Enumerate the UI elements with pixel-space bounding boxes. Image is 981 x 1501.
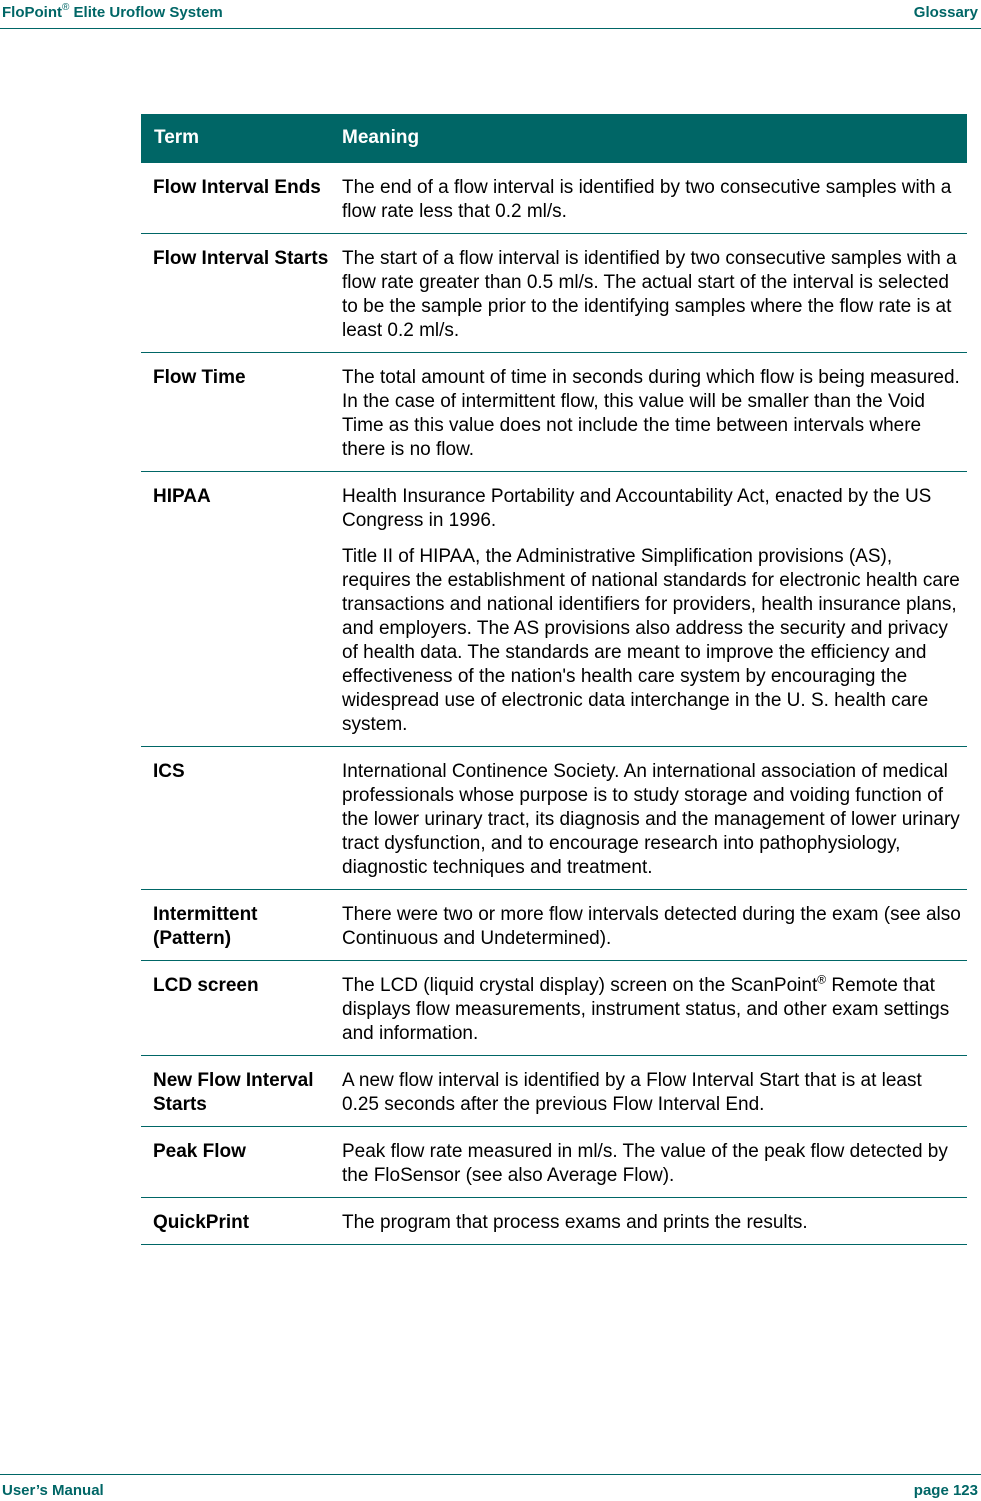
glossary-meaning	[342, 760, 967, 880]
glossary-meaning	[342, 176, 967, 224]
glossary-row	[141, 1056, 967, 1127]
glossary-row	[141, 890, 967, 961]
glossary-term: LCD screen	[153, 975, 259, 996]
meaning-paragraph: The start of a flow interval is identified by two consecutive samples with a flow rate greater than 0.5 ml/s. The actual start of the interval is selected to be the sample prior to the identifying samples where the flow rate is at least 0.2 ml/s.	[342, 248, 957, 341]
meaning-paragraph: Title II of HIPAA, the Administrative Simplification provisions (AS), requires the establishment of national standards for electronic health care transactions and national identifiers for providers, health insurance plans, and employers. The AS provisions also address the security and privacy of health data. The standards are meant to improve the efficiency and effectiveness of the nation's health care system by encouraging the widespread use of electronic data interchange in the U. S. health care system.	[342, 546, 960, 735]
meaning-paragraph: A new flow interval is identified by a Flow Interval Start that is at least 0.25 seconds after the previous Flow Interval End.	[342, 1070, 922, 1115]
glossary-meaning	[342, 1140, 967, 1188]
page-footer	[0, 1474, 981, 1501]
column-header-meaning: Meaning	[342, 127, 420, 148]
registered-mark: ®	[62, 2, 70, 13]
glossary-term: Flow Time	[153, 367, 246, 388]
meaning-paragraph: There were two or more flow intervals detected during the exam (see also Continuous and Undetermined).	[342, 904, 961, 949]
glossary-term: New Flow Interval Starts	[153, 1070, 314, 1115]
glossary-term: HIPAA	[153, 486, 211, 507]
glossary-term: Flow Interval Starts	[153, 248, 329, 269]
glossary-term: QuickPrint	[153, 1212, 250, 1233]
glossary-meaning	[342, 366, 967, 462]
meaning-paragraph: The total amount of time in seconds during which flow is being measured. In the case of intermittent flow, this value will be smaller than the Void Time as this value does not include the time between intervals where there is no flow.	[342, 367, 960, 460]
glossary-table	[141, 114, 967, 1245]
glossary-meaning	[342, 974, 967, 1046]
registered-mark: ®	[817, 972, 827, 987]
glossary-row	[141, 472, 967, 747]
glossary-row	[141, 353, 967, 472]
meaning-text: The LCD (liquid crystal display) screen on the ScanPoint	[342, 975, 818, 996]
glossary-row	[141, 1127, 967, 1198]
footer-manual-title: User’s Manual	[2, 1482, 104, 1499]
page-number: page 123	[913, 1482, 978, 1499]
glossary-row	[141, 234, 967, 353]
glossary-term: Intermittent (Pattern)	[153, 904, 258, 949]
glossary-term: Flow Interval Ends	[153, 177, 321, 198]
glossary-row	[141, 163, 967, 234]
meaning-paragraph: The end of a flow interval is identified by two consecutive samples with a flow rate less that 0.2 ml/s.	[342, 177, 952, 222]
glossary-row	[141, 961, 967, 1056]
glossary-meaning	[342, 1069, 967, 1117]
page-header	[0, 0, 981, 29]
glossary-meaning	[342, 247, 967, 343]
meaning-paragraph: International Continence Society. An international association of medical professionals whose purpose is to study storage and voiding function of the lower urinary tract, its diagnosis and the management of lower urinary tract dysfunction, and to encourage research into pathophysiology, diagnostic techniques and treatment.	[342, 761, 960, 878]
glossary-row	[141, 1198, 967, 1245]
meaning-paragraph: Peak flow rate measured in ml/s. The value of the peak flow detected by the FloSensor (see also Average Flow).	[342, 1141, 948, 1186]
meaning-paragraph: The program that process exams and prints the results.	[342, 1212, 808, 1233]
product-name: FloPoint	[2, 4, 62, 21]
glossary-term: Peak Flow	[153, 1141, 246, 1162]
product-suffix: Elite Uroflow System	[69, 4, 223, 21]
column-header-term: Term	[154, 127, 200, 148]
glossary-term: ICS	[153, 761, 185, 782]
glossary-row	[141, 747, 967, 890]
glossary-table-header	[141, 114, 967, 163]
header-section-title: Glossary	[913, 4, 978, 21]
glossary-meaning	[342, 485, 967, 737]
glossary-meaning	[342, 903, 967, 951]
glossary-meaning	[342, 1211, 967, 1235]
meaning-paragraph: Health Insurance Portability and Accountability Act, enacted by the US Congress in 1996.	[342, 486, 932, 531]
meaning-paragraph	[342, 974, 961, 1046]
header-product-title	[2, 4, 223, 21]
meaning-text: Remote that displays flow measurements, instrument status, and other exam settings and information.	[342, 975, 950, 1044]
